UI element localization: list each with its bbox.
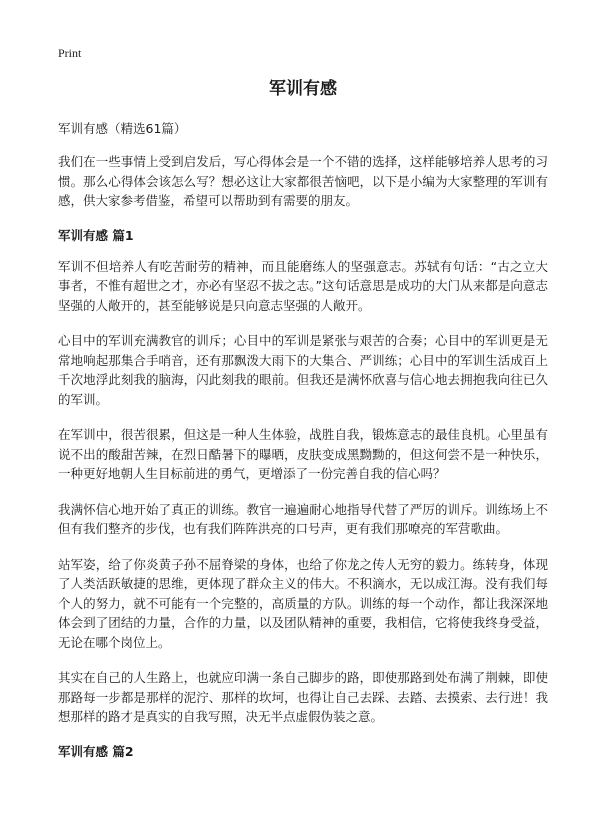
page-title: 军训有感 <box>269 79 337 99</box>
paragraph: 军训不但培养人有吃苦耐劳的精神，而且能磨练人的坚强意志。苏轼有句话：“古之立大事者，不惟有超世之才，亦必有坚忍不拔之志。”这句话意思是成功的大门从来都是向意志坚强的人敞开的，甚至能够说是只向意志坚强的人敞开。 <box>58 258 548 313</box>
document-subtitle: 军训有感（精选61篇） <box>58 121 187 136</box>
paragraph: 其实在自己的人生路上，也就应印满一条自己脚步的路，即使那路到处布满了荆棘，即使那路每一步都是那样的泥泞、那样的坎坷，也得让自己去踩、去踏、去摸索、去行进！我想那样的路才是真实的自我写照，决无半点虚假伪装之意。 <box>58 670 548 724</box>
section-heading-2: 军训有感 篇2 <box>58 743 134 759</box>
paragraph: 我满怀信心地开始了真正的训练。教官一遍遍耐心地指导代替了严厉的训斥。训练场上不但有我们整齐的步伐，也有我们阵阵洪亮的口号声，更有我们那嘹亮的军营歌曲。 <box>58 501 548 536</box>
section-heading-1: 军训有感 篇1 <box>58 227 134 243</box>
intro-paragraph: 我们在一些事情上受到启发后，写心得体会是一个不错的选择，这样能够培养人思考的习惯。那么心得体会该怎么写？想必这让大家都很苦恼吧，以下是小编为大家整理的军训有感，供大家参考借鉴，希望可以帮助到有需要的朋友。 <box>58 154 548 208</box>
paragraph: 心目中的军训充满教官的训斥；心目中的军训是紧张与艰苦的合奏；心目中的军训更是无常地响起那集合手哨音，还有那飘泼大雨下的大集合、严训练；心目中的军训生活成百上千次地浮此刻我的脑海，闪此刻我的眼前。但我还是满怀欣喜与信心地去拥抱我向往已久的军训。 <box>58 333 548 407</box>
document-body <box>58 78 548 773</box>
print-link[interactable]: Print <box>58 46 82 60</box>
paragraph: 站军姿，给了你炎黄子孙不屈脊梁的身体，也给了你龙之传人无穷的毅力。练转身，体现了人类活跃敏捷的思维，更体现了群众主义的伟大。不积滴水，无以成江海。没有我们每个人的努力，就不可能有一个完整的，高质量的方队。训练的每一个动作，都让我深深地体会到了团结的力量，合作的力量，以及团队精神的重要，我相信，它将使我终身受益，无论在哪个岗位上。 <box>58 556 548 650</box>
paragraph: 在军训中，很苦很累，但这是一种人生体验，战胜自我，锻炼意志的最佳良机。心里虽有说不出的酸甜苦辣，在烈日酷暑下的曝晒，皮肤变成黑黝黝的，但这何尝不是一种快乐，一种更好地朝人生目标前进的勇气，更增添了一份完善自我的信心吗？ <box>58 427 548 481</box>
